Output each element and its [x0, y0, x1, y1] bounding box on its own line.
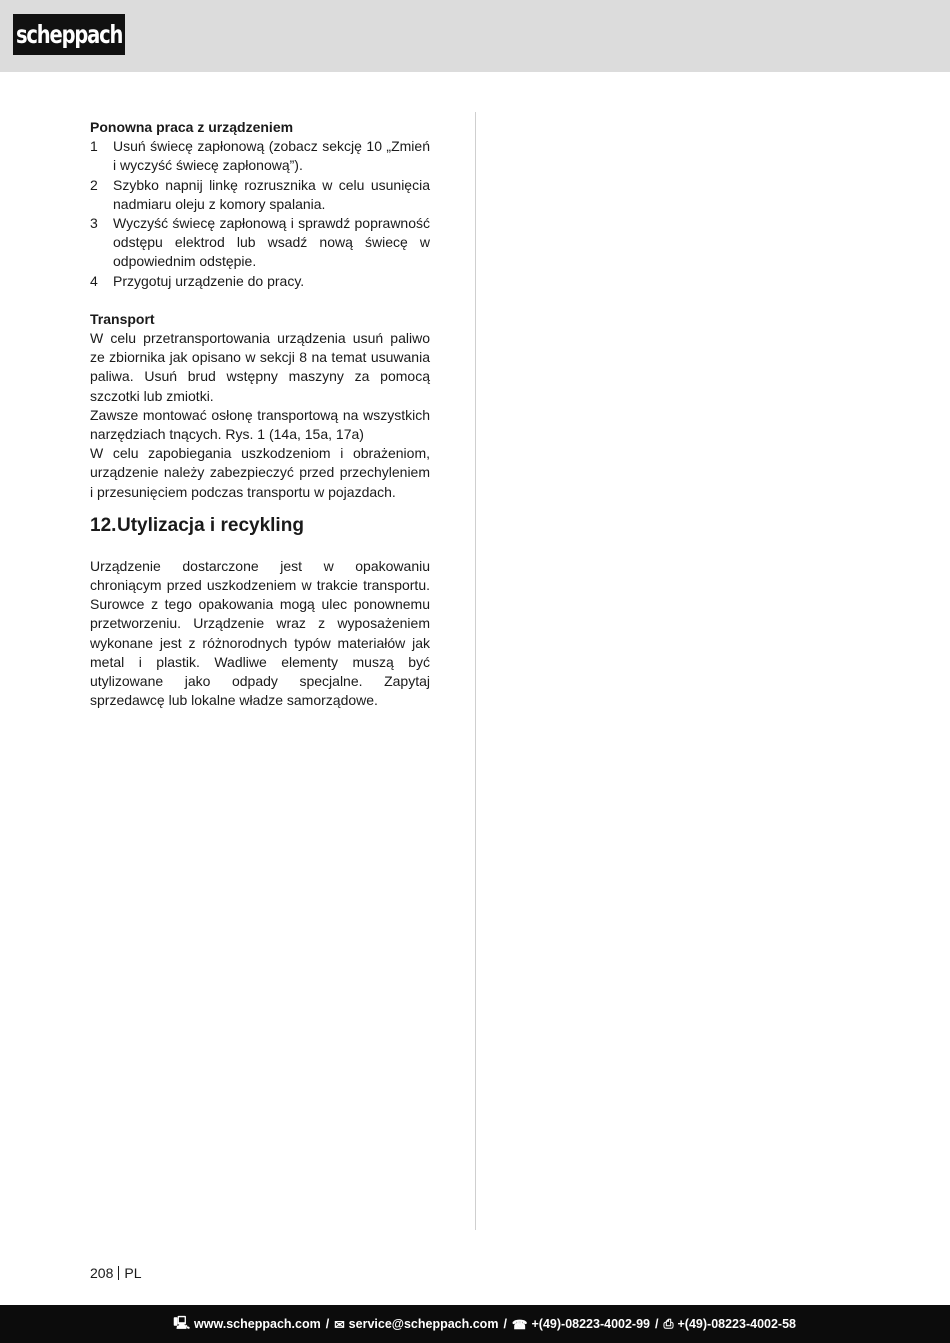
footer-bar: [0, 1305, 950, 1343]
list-item: 3 Wyczyść świecę zapłonową i sprawdź poprawność odstępu elektrod lub wsadź nową świecę w odpowiednim odstępie.: [90, 215, 430, 270]
footer-website[interactable]: www.scheppach.com: [194, 1317, 321, 1331]
footer-separator: /: [503, 1317, 507, 1331]
list-item: 1 Usuń świecę zapłonową (zobacz sekcję 10 „Zmień i wyczyść świecę zapłonową”).: [90, 138, 430, 174]
disposal-paragraph: Urządzenie dostarczone jest w opakowaniu chroniącym przed uszkodzeniem w trakcie transportu. Surowce z tego opakowania mogą ulec ponownemu przetworzeniu. Urządzenie wraz z wyposażeniem wykonane jest z różnorodnych typów materiałów jak metal i plastik. Wadliwe elementy muszą być utylizowane jako odpady specjalne. Zapytaj sprzedawcę lub lokalne władze samorządowe.: [90, 557, 430, 709]
left-column: [90, 118, 430, 710]
spacer: [90, 538, 430, 557]
spacer: [90, 291, 430, 310]
section-number: 12.: [90, 514, 117, 536]
footer-phone: +(49)-08223-4002-99: [531, 1317, 650, 1331]
computer-icon: 🖳: [173, 1315, 191, 1330]
transport-paragraph: Zawsze montować osłonę transportową na wszystkich narzędziach tnących. Rys. 1 (14a, 15a, 17a): [90, 406, 430, 443]
email-icon: ✉: [334, 1317, 345, 1332]
page-number: 208 PL: [90, 1265, 142, 1281]
transport-paragraph: W celu przetransportowania urządzenia usuń paliwo ze zbiornika jak opisano w sekcji 8 na temat usuwania paliwa. Usuń brud wstępny maszyny za pomocą szczotki lub zmiotki.: [90, 330, 430, 404]
scheppach-logo: scheppach: [13, 14, 125, 55]
footer-email[interactable]: service@scheppach.com: [348, 1317, 499, 1331]
page-separator: [118, 1266, 119, 1280]
transport-heading: Transport: [90, 310, 155, 327]
list-item: 4 Przygotuj urządzenie do pracy.: [90, 272, 305, 289]
section-title: [90, 514, 430, 538]
column-divider: [475, 112, 476, 1230]
footer-separator: /: [655, 1317, 659, 1331]
phone-icon: ☎: [511, 1317, 528, 1332]
list-item: 2 Szybko napnij linkę rozrusznika w celu usunięcia nadmiaru oleju z komory spalania.: [90, 176, 430, 212]
restart-heading: Ponowna praca z urządzeniem: [90, 119, 294, 135]
footer-separator: /: [325, 1317, 330, 1331]
section-title-text: Utylizacja i recykling: [117, 514, 304, 536]
fax-icon: ⎙: [663, 1316, 674, 1331]
restart-steps: [90, 137, 430, 291]
footer-fax: +(49)-08223-4002-58: [677, 1317, 796, 1331]
transport-paragraph: W celu zapobiegania uszkodzeniom i obrażeniom, urządzenie należy zabezpieczyć przed przechyleniem i przesunięciem podczas transportu w pojazdach.: [90, 445, 430, 500]
header-band: [0, 0, 950, 72]
